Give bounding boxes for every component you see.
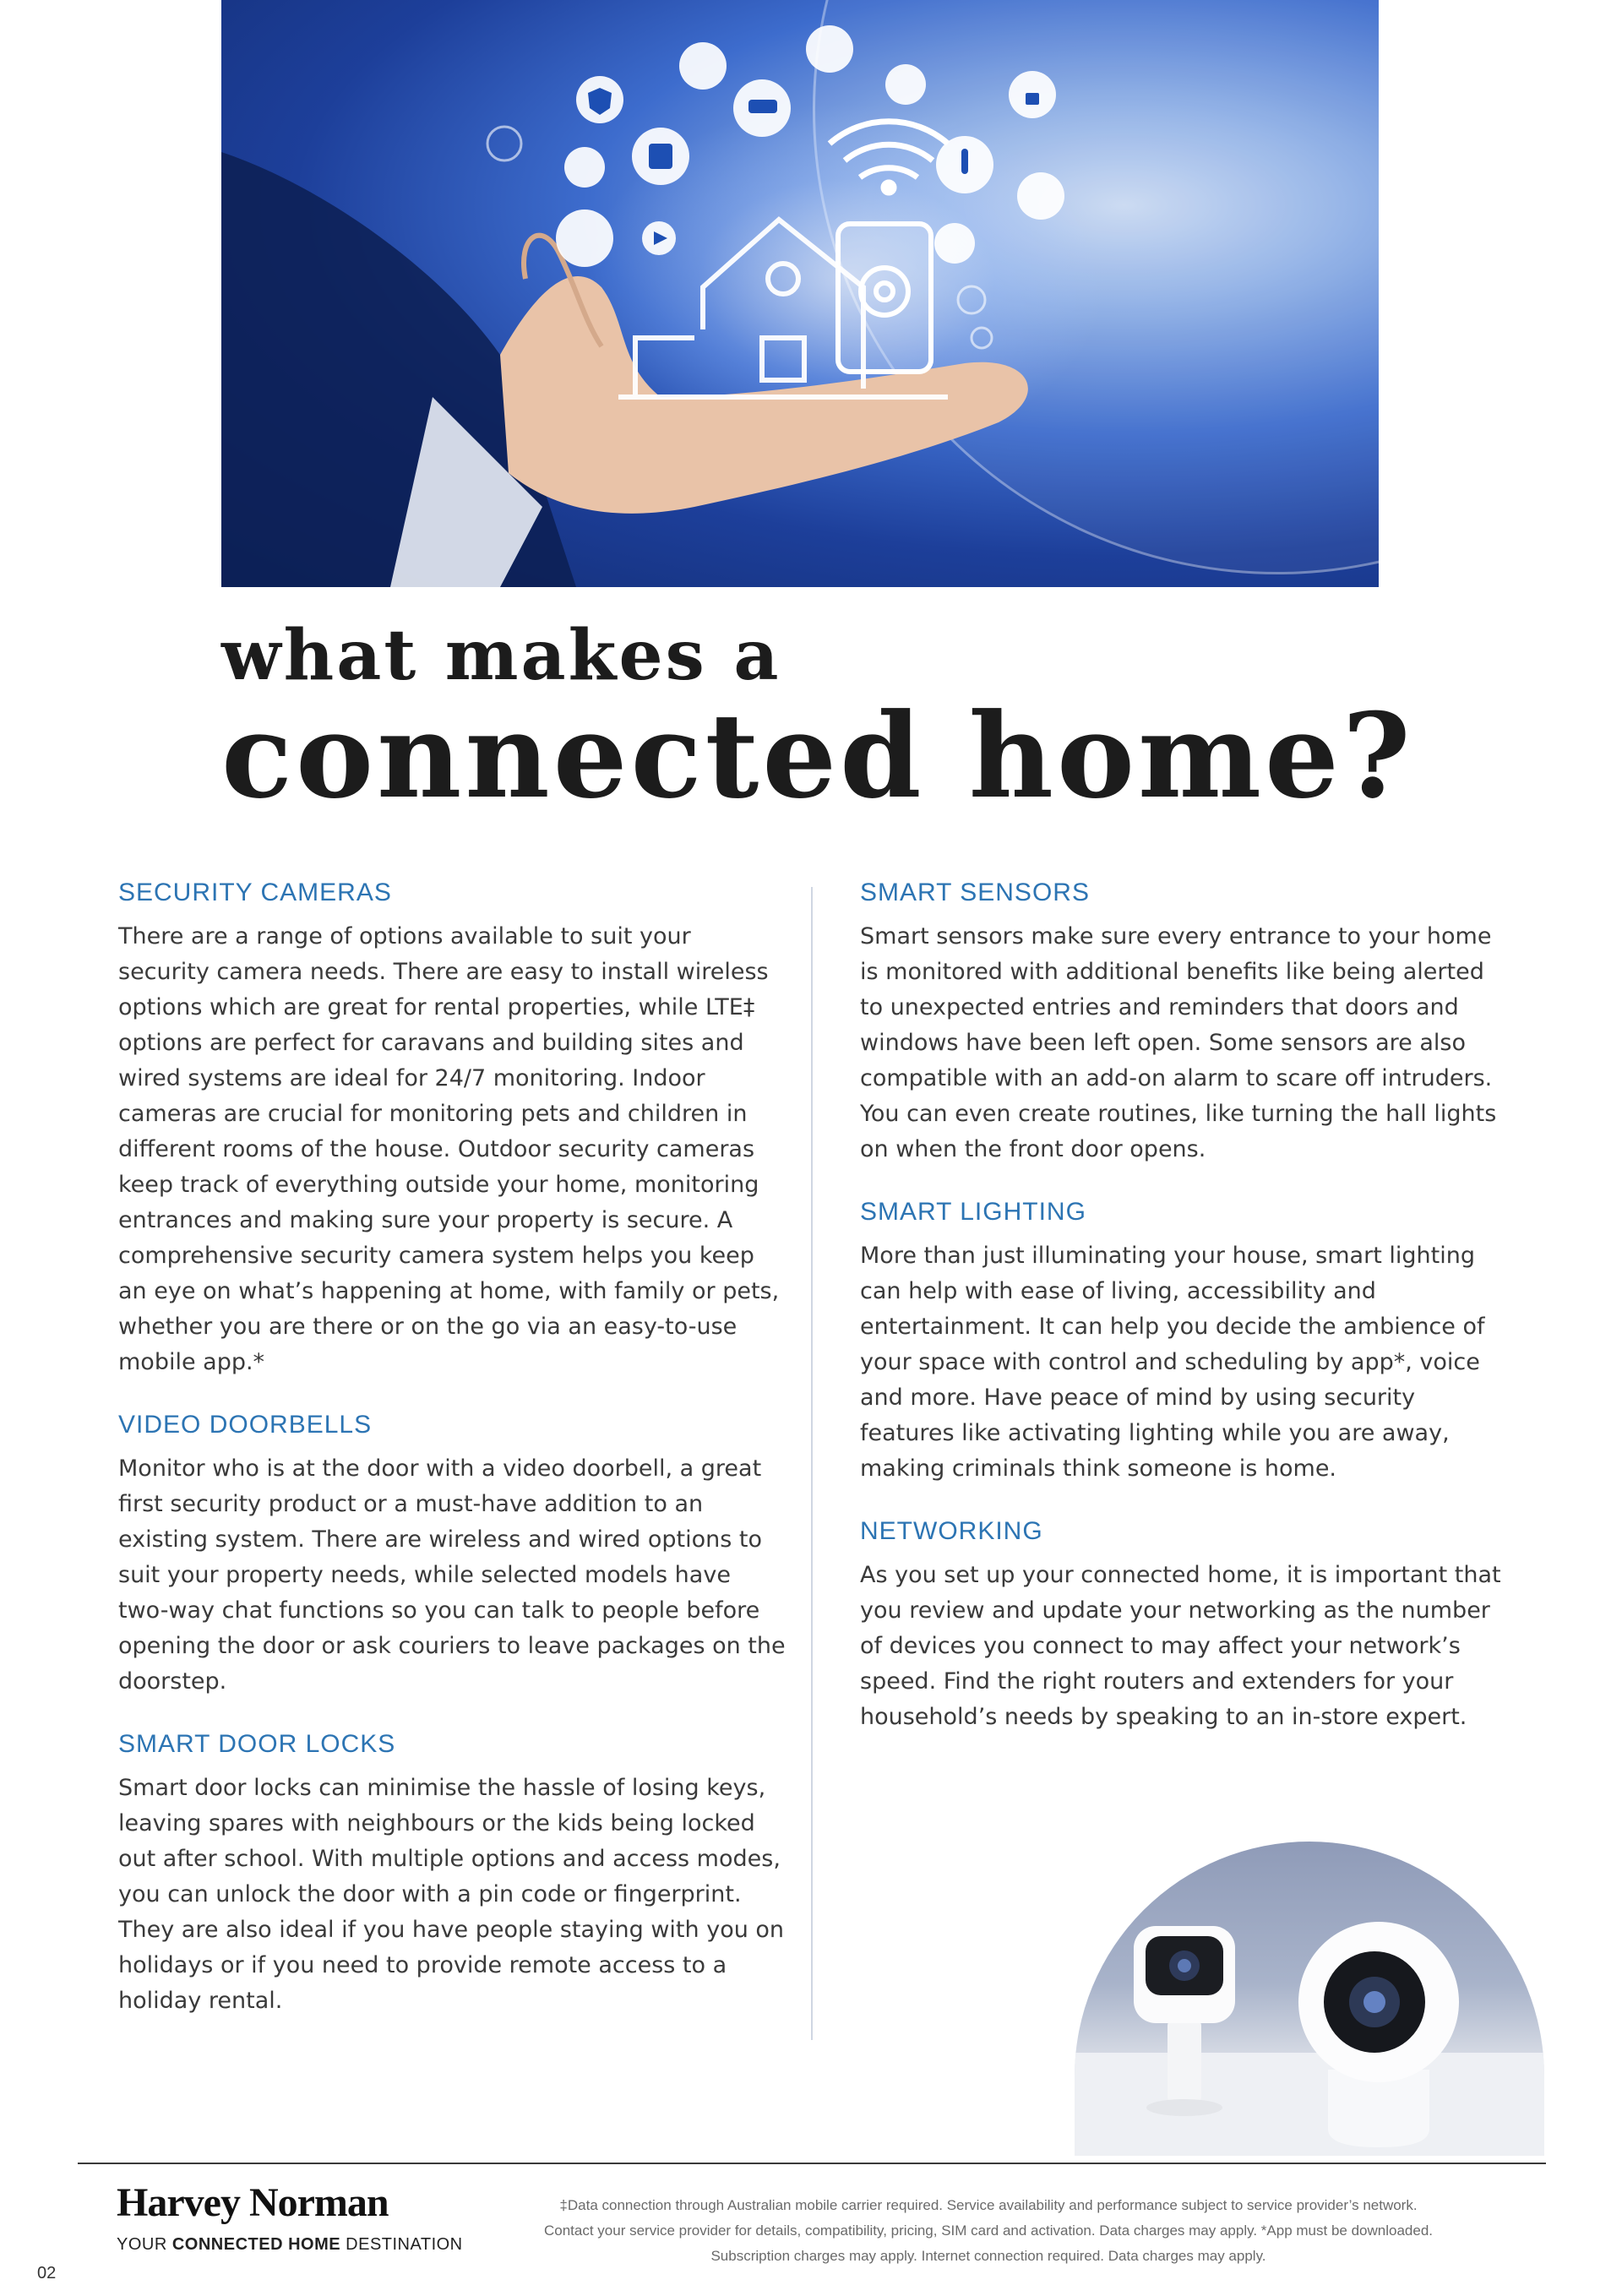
section-networking [860, 1517, 1510, 1735]
camera-glyph [748, 100, 777, 113]
security-cameras-photo [1075, 1842, 1544, 2156]
smartphone-icon [838, 224, 931, 372]
section-smart-lighting [860, 1198, 1510, 1487]
page-title [221, 615, 1414, 824]
disclaimer-line-1: ‡Data connection through Australian mobile carrier required. Service availability and performance subject to service provider’s network. [559, 2197, 1418, 2213]
brand-tagline [117, 2235, 463, 2255]
lock-glyph [1026, 93, 1039, 105]
section-title: SMART DOOR LOCKS [118, 1730, 396, 1758]
section-body: There are a range of options available to suit your security camera needs. There are easy to install wireless options which are great for rental properties, while LTE‡ options are perfect for caravans and building sites and wired systems are ideal for 24/7 monitoring. Indoor cameras are crucial for monitoring pets and children in different rooms of the house. Outdoor security cameras keep track of everything outside your home, monitoring entrances and making sure your property is secure. A comprehensive security camera system helps you keep an eye on what’s happening at home, with family or pets, whether you are there or on the go via an easy-to-use mobile app.* [118, 923, 780, 1375]
section-smart-sensors [860, 879, 1510, 1167]
footer-disclaimer [439, 2193, 1538, 2269]
column-divider [811, 887, 813, 2040]
left-column [118, 879, 786, 2049]
weather-icon [556, 209, 613, 267]
floating-icons [556, 25, 1064, 267]
section-title: SMART SENSORS [860, 879, 1090, 906]
light-icon [934, 223, 975, 264]
wifi-icon [830, 122, 948, 193]
tagline-bold: CONNECTED HOME [171, 2235, 341, 2254]
tagline-prefix: YOUR [117, 2235, 167, 2254]
page-number: 02 [37, 2264, 57, 2282]
fan-icon [806, 25, 853, 73]
tagline-suffix: DESTINATION [346, 2235, 463, 2254]
speaker-icon [564, 147, 605, 188]
right-column [860, 879, 1510, 1766]
section-video-doorbells [118, 1411, 786, 1700]
car-icon [1017, 172, 1064, 220]
section-title: NETWORKING [860, 1517, 1043, 1545]
section-body: Smart sensors make sure every entrance to your home is monitored with additional benefits like being alerted to unexpected entries and reminders that doors and windows have been left open. Some sensors are also compatible with an add-on alarm to scare off intruders. You can even create routines, like turning the hall lights on when the front door opens. [860, 923, 1497, 1162]
section-smart-door-locks [118, 1730, 786, 2019]
section-body: As you set up your connected home, it is important that you review and update your networking as the number of devices you connect to may affect your network’s speed. Find the right routers and extenders for your household’s needs by speaking to an in-store expert. [860, 1562, 1501, 1730]
section-body: Monitor who is at the door with a video doorbell, a great first security product or a must-have addition to an existing system. There are wireless and wired options to suit your property needs, while selected models have two-way chat functions so you can talk to people before opening the door or ask couriers to leave packages on the doorstep. [118, 1455, 786, 1695]
table-surface [1075, 2053, 1544, 2156]
drops-icon [679, 42, 727, 90]
cameras-illustration [1075, 1842, 1544, 2156]
section-title: VIDEO DOORBELLS [118, 1411, 373, 1439]
washer-glyph [649, 144, 672, 169]
section-security-cameras [118, 879, 786, 1380]
section-body: More than just illuminating your house, smart lighting can help with ease of living, accessibility and entertainment. It can help you decide the ambience of your space with control and scheduling by app*, voice and more. Have peace of mind by using security features like activating lighting while you are away, making criminals think someone is home. [860, 1243, 1485, 1482]
title-line-1: what makes a [221, 615, 781, 696]
footer-rule [78, 2163, 1546, 2164]
disclaimer-line-3: Subscription charges may apply. Internet connection required. Data charges may apply. [710, 2248, 1266, 2264]
section-body: Smart door locks can minimise the hassle of losing keys, leaving spares with neighbours or the kids being locked out after school. With multiple options and access modes, you can unlock the door with a pin code or fingerprint. They are also ideal if you have people staying with you on holidays or if you need to provide remote access to a holiday rental. [118, 1775, 785, 2014]
disclaimer-line-2: Contact your service provider for details, compatibility, pricing, SIM card and activation. Data charges may apply. *App must be downloaded. [544, 2223, 1433, 2239]
section-title: SMART LIGHTING [860, 1198, 1086, 1226]
brand-block [117, 2181, 463, 2255]
plug-icon [885, 64, 926, 105]
hero-illustration [221, 0, 1379, 587]
hero-image [221, 0, 1379, 587]
harvey-norman-logo: Harvey Norman [117, 2180, 389, 2225]
title-line-2: connected home? [221, 687, 1414, 824]
thermo-glyph [961, 149, 968, 174]
section-title: SECURITY CAMERAS [118, 879, 392, 906]
